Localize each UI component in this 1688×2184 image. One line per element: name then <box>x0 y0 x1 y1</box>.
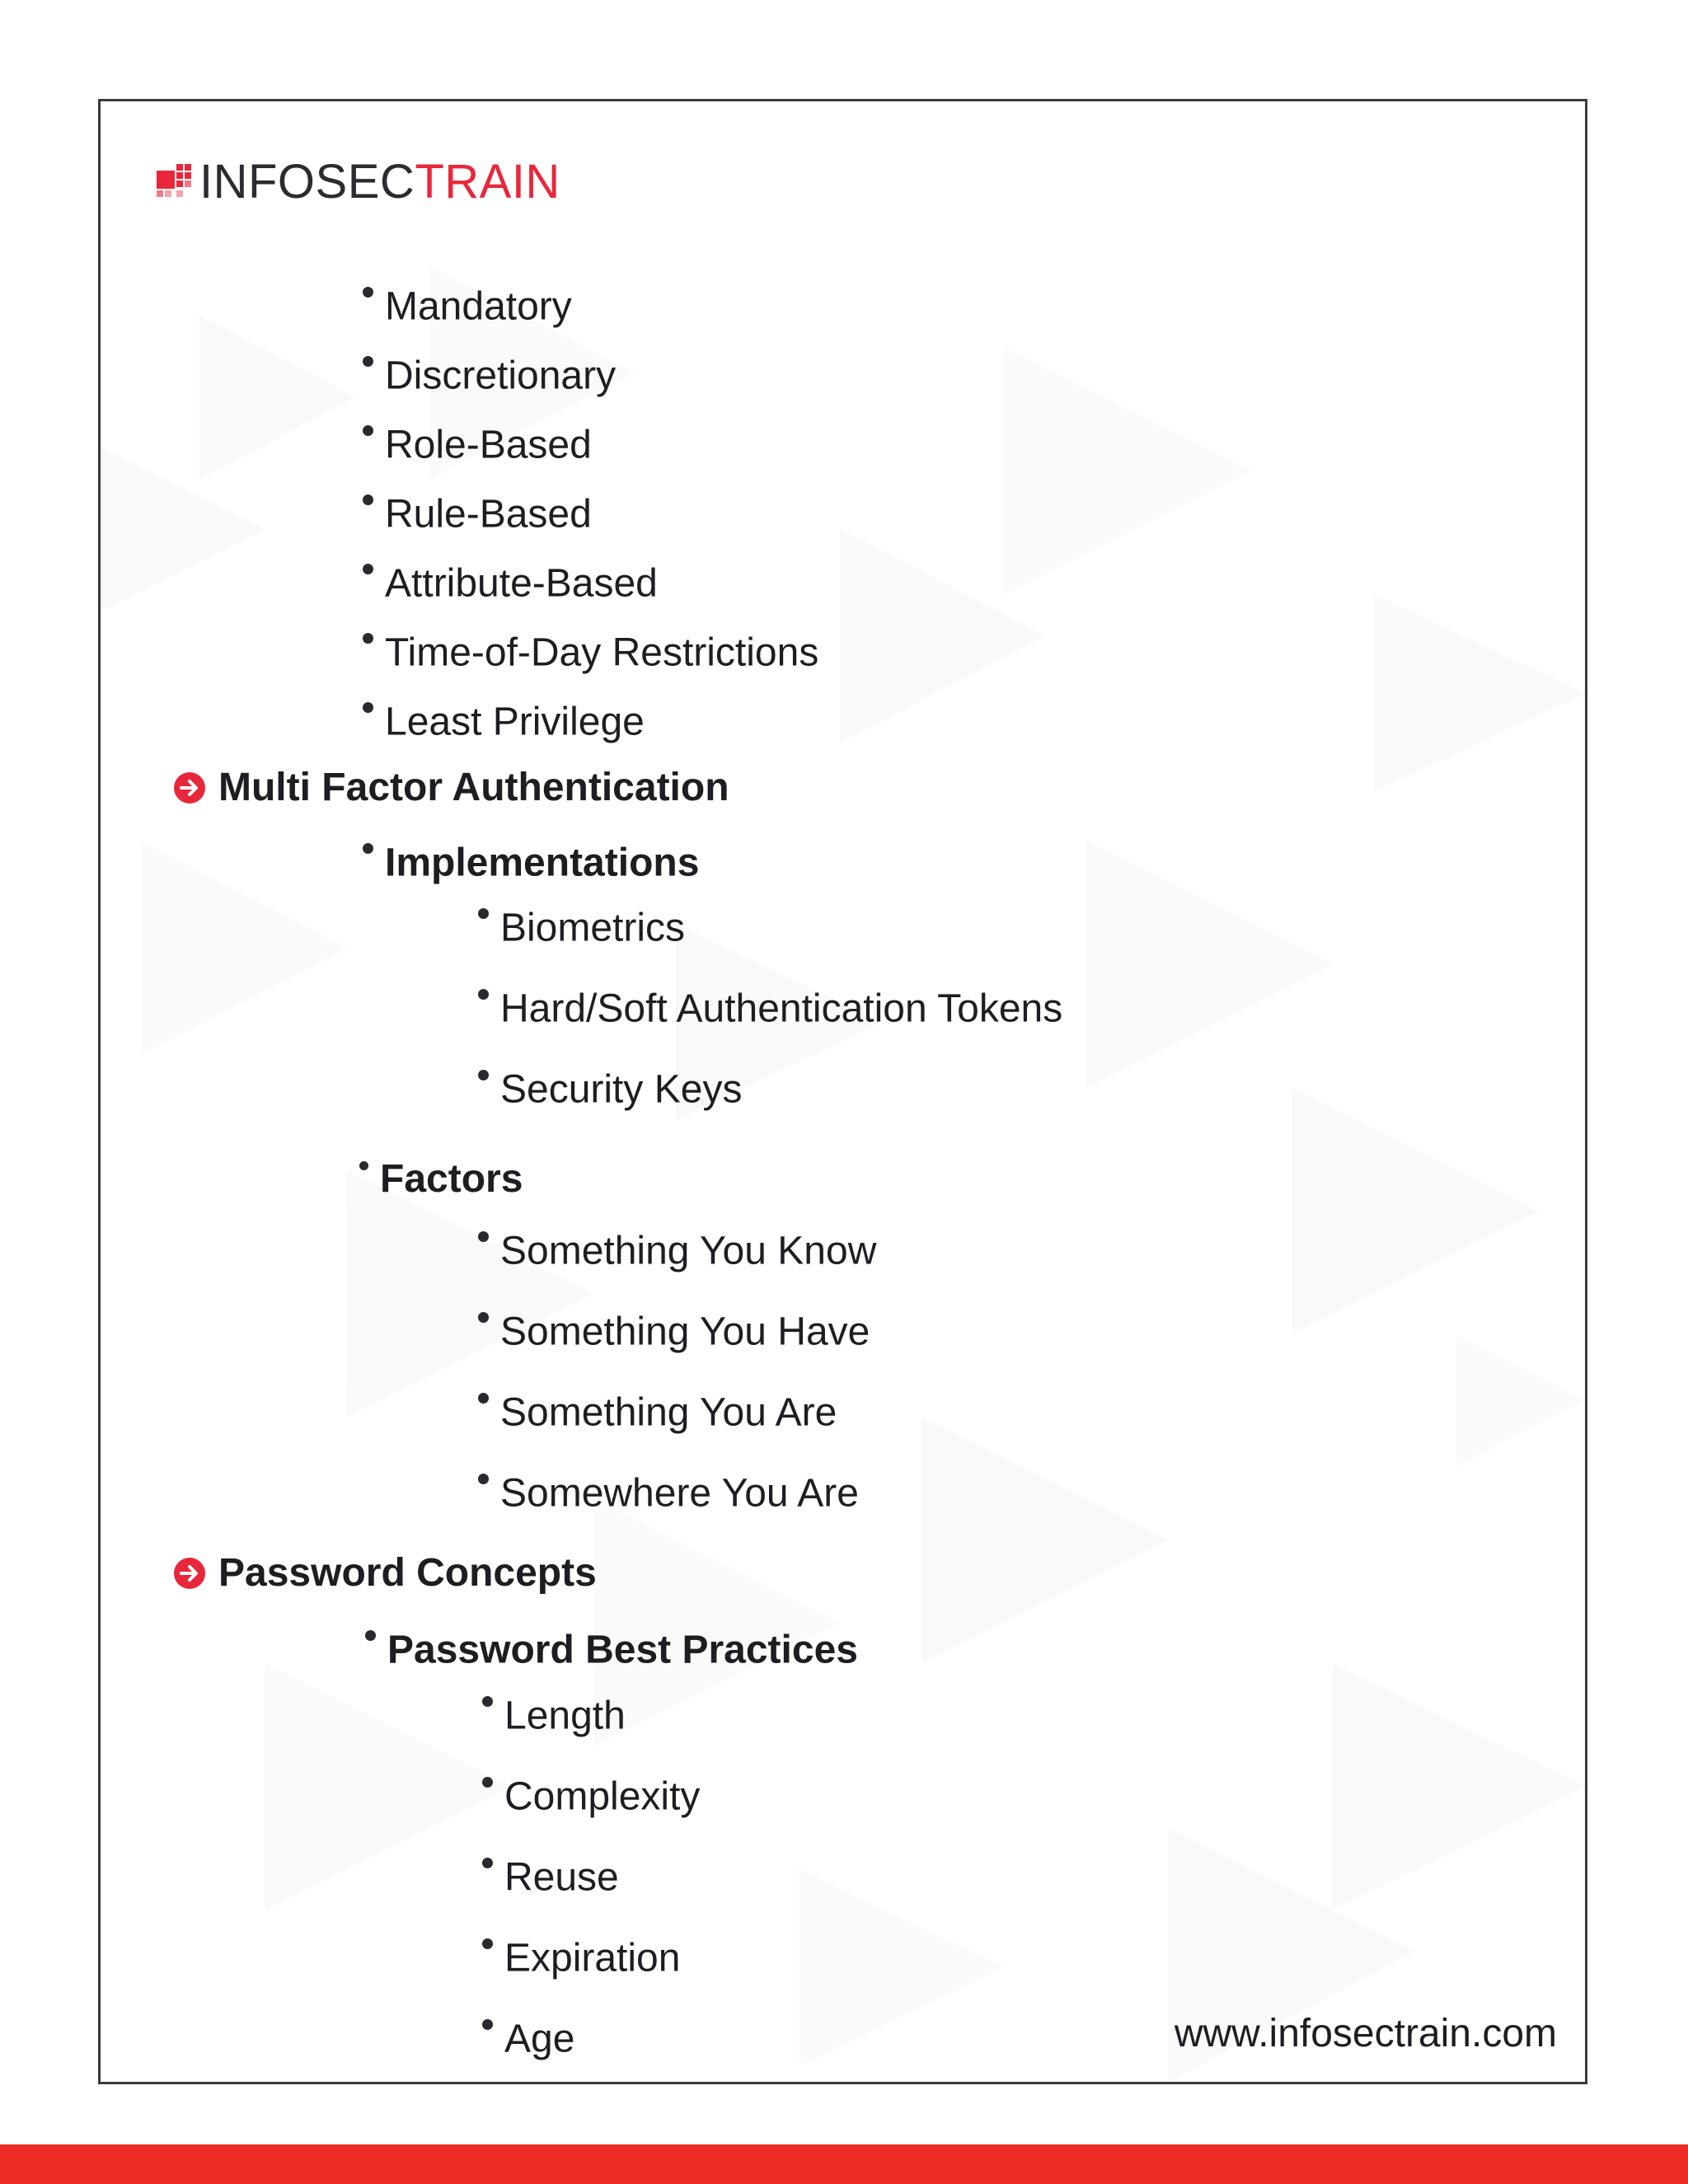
list-item-label: Time-of-Day Restrictions <box>385 630 819 675</box>
background-triangle-pattern <box>101 101 1585 2082</box>
logo-grid-icon <box>157 164 193 200</box>
list-item <box>363 561 658 606</box>
list-item-label: Biometrics <box>500 906 686 950</box>
list-item-label: Somewhere You Are <box>500 1471 859 1516</box>
subheading-implementations <box>363 843 699 883</box>
list-item <box>363 284 572 329</box>
subheading-label: Factors <box>380 1157 523 1201</box>
logo-text-infosec: INFOSEC <box>199 155 415 209</box>
bullet-icon <box>482 2019 493 2030</box>
list-item <box>482 1774 701 1819</box>
list-item <box>478 1471 859 1516</box>
list-item-label: Age <box>504 2017 575 2061</box>
list-item <box>482 2019 574 2059</box>
section-heading-mfa <box>174 768 729 808</box>
bullet-icon <box>482 1777 493 1788</box>
list-item <box>478 1312 870 1352</box>
bullet-icon <box>478 1312 489 1323</box>
bullet-icon <box>363 702 373 713</box>
bullet-icon <box>363 356 373 367</box>
list-item <box>363 425 592 465</box>
bullet-icon <box>478 1474 489 1484</box>
website-link[interactable]: www.infosectrain.com <box>1174 2012 1557 2055</box>
arrow-right-circle-icon <box>174 1558 205 1589</box>
list-item <box>363 630 819 675</box>
bullet-icon <box>363 843 373 854</box>
logo-text-train: TRAIN <box>415 155 560 209</box>
section-heading-label: Multi Factor Authentication <box>218 766 729 809</box>
bullet-icon <box>363 494 373 505</box>
list-item-label: Expiration <box>504 1936 681 1980</box>
list-item-label: Length <box>504 1694 626 1738</box>
bullet-icon <box>478 1231 489 1242</box>
bullet-icon <box>359 1161 368 1170</box>
bullet-icon <box>365 1630 376 1641</box>
list-item-label: Role-Based <box>385 423 592 467</box>
bullet-icon <box>363 633 373 644</box>
subheading-label: Implementations <box>385 841 700 885</box>
section-heading-label: Password Concepts <box>218 1551 597 1595</box>
list-item <box>482 1938 680 1978</box>
list-item <box>363 356 616 396</box>
list-item-label: Something You Know <box>500 1229 877 1273</box>
list-item-label: Hard/Soft Authentication Tokens <box>500 987 1063 1031</box>
bullet-icon <box>482 1858 493 1868</box>
brand-logo <box>157 157 560 207</box>
list-item <box>363 492 592 537</box>
list-item <box>478 1390 837 1435</box>
bullet-icon <box>482 1696 493 1707</box>
subheading-factors <box>359 1157 523 1201</box>
list-item <box>478 908 685 948</box>
bullet-icon <box>478 1393 489 1404</box>
bullet-icon <box>363 425 373 436</box>
logo-wordmark <box>199 155 560 209</box>
list-item-label: Reuse <box>504 1855 619 1900</box>
list-item <box>478 1067 743 1112</box>
footer-accent-bar <box>0 2144 1688 2184</box>
list-item-label: Discretionary <box>385 354 617 398</box>
bullet-icon <box>478 989 489 1000</box>
list-item-label: Attribute-Based <box>385 561 658 606</box>
list-item <box>482 1855 619 1900</box>
bullet-icon <box>482 1938 493 1949</box>
list-item <box>478 1231 876 1271</box>
page-frame <box>98 99 1587 2084</box>
list-item-label: Security Keys <box>500 1067 743 1112</box>
list-item <box>363 702 645 742</box>
bullet-icon <box>478 908 489 919</box>
arrow-right-circle-icon <box>174 772 205 804</box>
list-item-label: Mandatory <box>385 284 572 329</box>
subheading-password-best-practices <box>365 1630 858 1670</box>
list-item-label: Rule-Based <box>385 492 592 537</box>
list-item-label: Complexity <box>504 1774 701 1819</box>
list-item <box>478 989 1062 1029</box>
list-item <box>482 1696 626 1736</box>
list-item-label: Something You Are <box>500 1390 837 1435</box>
list-item-label: Least Privilege <box>385 700 645 744</box>
list-item-label: Something You Have <box>500 1310 870 1354</box>
bullet-icon <box>363 564 373 574</box>
subheading-label: Password Best Practices <box>387 1628 858 1672</box>
section-heading-password <box>174 1551 597 1595</box>
bullet-icon <box>478 1070 489 1080</box>
bullet-icon <box>363 287 373 298</box>
